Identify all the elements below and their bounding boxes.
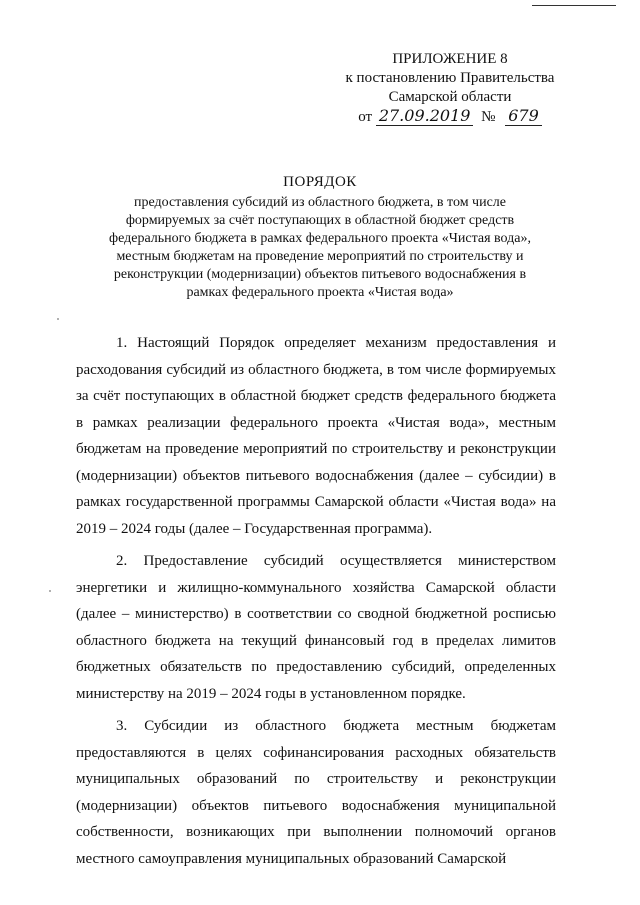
scan-speck xyxy=(57,318,59,320)
date-prefix: от xyxy=(358,109,373,125)
document-subtitle: предоставления субсидий из областного бюджета, в том числе формируемых за счёт поступающих в областной бюджет средств федерального бюджета в рамках федерального проекта «Чистая вода», местным бюджетам на проведение мероприятий по строительству и реконструкции (модернизации) объектов питьевого водоснабжения в рамках федерального проекта «Чистая вода» xyxy=(109,195,531,300)
number-prefix: № xyxy=(481,109,496,125)
handwritten-number: 679 xyxy=(505,106,542,126)
appendix-region: Самарской области xyxy=(388,89,512,105)
top-rule xyxy=(532,5,616,6)
appendix-date-line xyxy=(330,107,570,127)
paragraph-3: 3. Субсидии из областного бюджета местным бюджетам предоставляются в целях софинансирования расходных обязательств муниципальных образований по строительству и реконструкции (модернизации) объектов питьевого водоснабжения муниципальной собственности, возникающих при выполнении полномочий органов местного самоуправления муниципальных образований Самарской xyxy=(76,718,556,867)
paragraph-1: 1. Настоящий Порядок определяет механизм предоставления и расходования субсидий из областного бюджета, в том числе формируемых за счёт поступающих в областной бюджет средств федерального бюджета в рамках реализации федерального проекта «Чистая вода», местным бюджетам на проведение мероприятий по строительству и реконструкции (модернизации) объектов питьевого водоснабжения (далее – субсидии) в рамках государственной программы Самарской области «Чистая вода» на 2019 – 2024 годы (далее – Государственная программа). xyxy=(76,335,556,537)
handwritten-date: 27.09.2019 xyxy=(376,106,474,126)
document-title-block xyxy=(60,172,580,302)
appendix-resolution: к постановлению Правительства xyxy=(345,70,555,86)
appendix-header xyxy=(330,50,570,127)
document-title: ПОРЯДОК xyxy=(283,174,357,190)
scan-speck xyxy=(49,590,51,592)
appendix-title: ПРИЛОЖЕНИЕ 8 xyxy=(392,51,508,67)
document-body xyxy=(76,330,556,872)
paragraph-2: 2. Предоставление субсидий осуществляется министерством энергетики и жилищно-коммунального хозяйства Самарской области (далее – министерство) в соответствии со сводной бюджетной росписью областного бюджета на текущий финансовый год в пределах лимитов бюджетных обязательств по предоставлению субсидий, определенных министерству на 2019 – 2024 годы в установленном порядке. xyxy=(76,553,556,702)
